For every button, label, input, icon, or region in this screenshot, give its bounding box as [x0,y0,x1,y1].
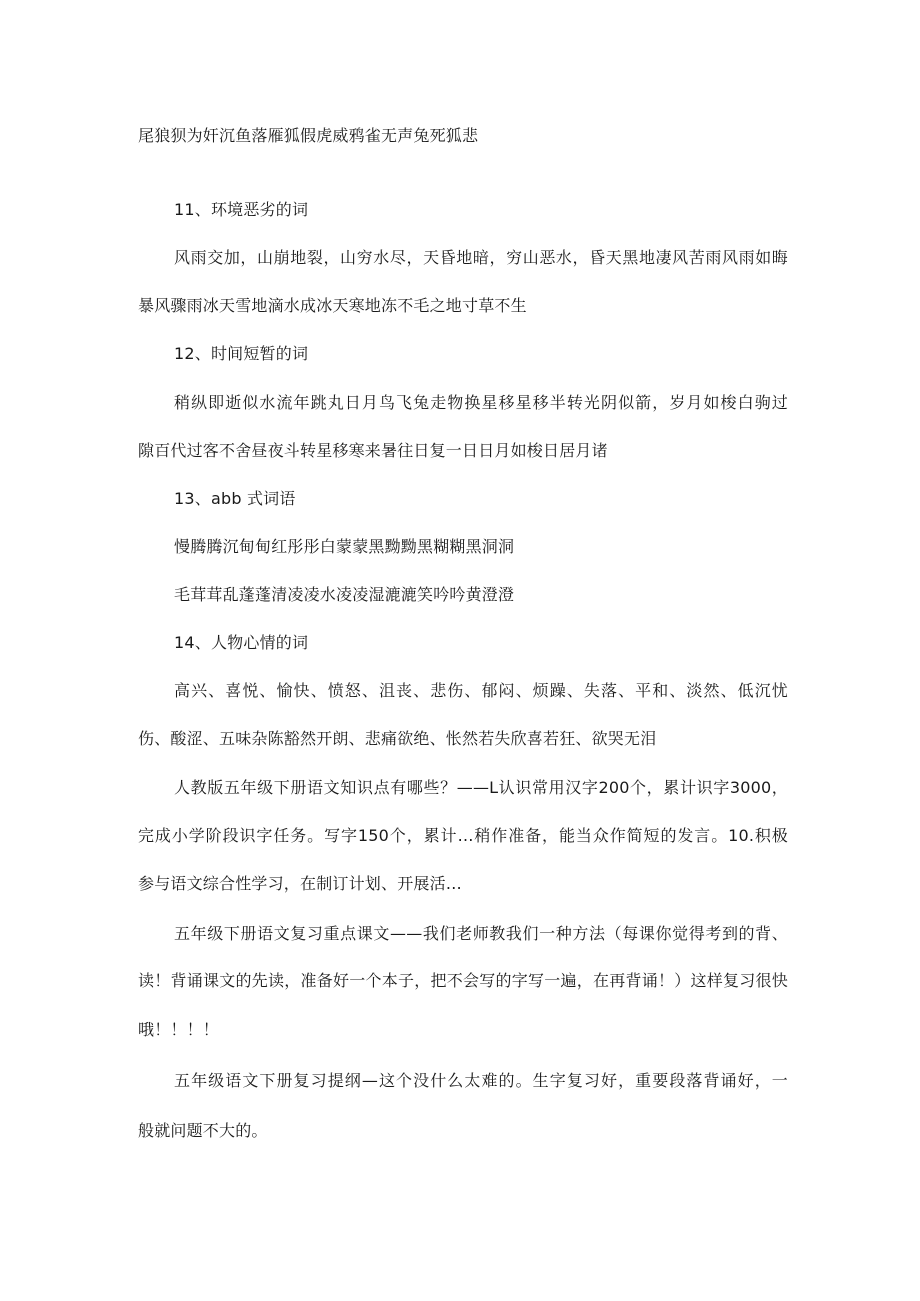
paragraph-line: 风雨交加，山崩地裂，山穷水尽，天昏地暗，穷山恶水，昏天黑地凄风苦雨风雨如晦 [174,248,788,267]
paragraph-line: 稍纵即逝似水流年跳丸日月鸟飞兔走物换星移星移半转光阴似箭，岁月如梭白驹过 [174,393,788,412]
paragraph-line: 参与语文综合性学习，在制订计划、开展活… [138,874,463,893]
paragraph-line: 哦！！！！ [138,1020,220,1039]
paragraph-line: 五年级下册语文复习重点课文——我们老师教我们一种方法（每课你觉得考到的背、 [174,924,788,943]
paragraph-line: 读！背诵课文的先读，准备好一个本子，把不会写的字写一遍，在再背诵！）这样复习很快 [138,971,788,990]
paragraph-line: 人教版五年级下册语文知识点有哪些？——L认识常用汉字200个，累计识字3000， [174,778,788,797]
paragraph-line: 暴风骤雨冰天雪地滴水成冰天寒地冻不毛之地寸草不生 [138,296,527,315]
paragraph-line: 完成小学阶段识字任务。写字150个，累计…稍作准备，能当众作简短的发言。10.积极 [138,826,788,845]
paragraph-line: 慢腾腾沉甸甸红彤彤白蒙蒙黑黝黝黑糊糊黑洞洞 [174,537,515,556]
paragraph-line: 毛茸茸乱蓬蓬清凌凌水凌凌湿漉漉笑吟吟黄澄澄 [174,585,515,604]
paragraph-line: 高兴、喜悦、愉快、愤怒、沮丧、悲伤、郁闷、烦躁、失落、平和、淡然、低沉忧 [174,681,788,700]
paragraph-line: 般就问题不大的。 [138,1121,268,1140]
paragraph-line: 伤、酸涩、五味杂陈豁然开朗、悲痛欲绝、怅然若失欣喜若狂、欲哭无泪 [138,729,657,748]
heading-13-abb-words: 13、abb 式词语 [174,489,296,508]
heading-12-short-time: 12、时间短暂的词 [174,344,309,363]
paragraph-line: 隙百代过客不舍昼夜斗转星移寒来暑往日复一日日月如梭日居月诸 [138,441,608,460]
paragraph-line: 五年级语文下册复习提纲—这个没什么太难的。生字复习好，重要段落背诵好，一 [174,1071,788,1090]
heading-11-harsh-environment: 11、环境恶劣的词 [174,200,309,219]
idiom-line-animals: 尾狼狈为奸沉鱼落雁狐假虎威鸦雀无声兔死狐悲 [138,126,479,145]
heading-14-emotions: 14、人物心情的词 [174,633,309,652]
